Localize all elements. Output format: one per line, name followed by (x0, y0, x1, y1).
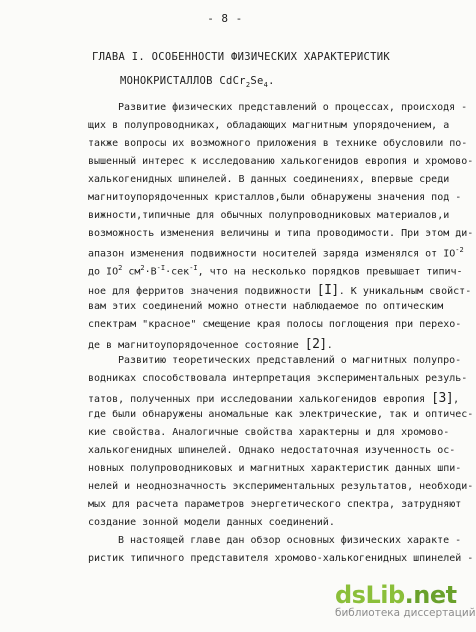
body-line: создание зонной модели данных соединений. (88, 517, 335, 528)
body-text: апазон изменения подвижности носителей заряда изменялся от IO (88, 248, 456, 260)
body-line: щих в полупроводниках, обладающих магнитным упорядочением, а (88, 120, 450, 131)
body-text: татов, полученных при исследовании халькогенидов европия (88, 394, 432, 405)
body-line (88, 246, 464, 259)
body-text: , (453, 394, 460, 405)
body-line: ристик типичного представителя хромово-халькогенидных шпинелей - (88, 553, 474, 564)
body-line: кие свойства. Аналогичные свойства характерны и для хромово- (88, 427, 450, 438)
chapter-title-line-1: ГЛАВА I. ОСОБЕННОСТИ ФИЗИЧЕСКИХ ХАРАКТЕРИСТИК (92, 51, 390, 63)
body-line: нелей и неоднозначность экспериментальных результатов, необходи- (88, 481, 474, 492)
body-text: де в магнитоупорядоченное состояние (88, 340, 305, 351)
body-line (88, 337, 333, 352)
body-line: мых для расчета параметров энергетического спектра, затрудняют (88, 499, 462, 510)
body-text: см (122, 266, 141, 278)
body-line: где были обнаружены аномальные как электрические, так и оптичес- (88, 409, 474, 420)
body-line: также вопросы их возможного приложения в технике обусловили по- (88, 138, 468, 149)
body-line: вижности,типичные для обычных полупроводниковых материалов,и (88, 210, 450, 221)
body-line: новных полупроводниковых и магнитных характеристик данных шпи- (88, 463, 462, 474)
citation-ref: [I] (316, 283, 339, 298)
body-line: вам этих соединений можно отнести наблюдаемое по оптическим (88, 301, 444, 312)
body-line: Развитию теоретических представлений о магнитных полупро- (118, 355, 462, 366)
dslib-watermark (335, 581, 476, 620)
exponent: -I (156, 264, 166, 272)
body-line: халькогенидных шпинелей. Однако недостаточная изученность ос- (88, 445, 456, 456)
exponent: 2 (140, 264, 145, 272)
page-number: - 8 - (207, 12, 243, 25)
body-line (88, 264, 463, 277)
chapter-title-line-2 (120, 75, 460, 89)
body-text: , что на несколько порядков превышает типич- (197, 266, 463, 278)
formula-subscript: 4 (263, 81, 269, 90)
body-text: . (326, 340, 333, 351)
exponent: -I (189, 264, 198, 272)
formula-element: Se (250, 75, 264, 87)
body-line: В настоящей главе дан обзор основных физических характе - (118, 535, 462, 546)
body-line: вышенный интерес к исследованию халькогенидов европия и хромово- (88, 156, 474, 167)
chapter-title-text: МОНОКРИСТАЛЛОВ CdCr (120, 75, 246, 87)
body-line: магнитоупорядоченных кристаллов,были обнаружены значения под - (88, 192, 462, 203)
dslib-subtitle: библиотека диссертаций (335, 607, 476, 619)
body-line: халькогенидных шпинелей. В данных соединениях, впервые среди (88, 174, 450, 185)
body-line (88, 391, 459, 406)
body-text: ·В (144, 266, 157, 278)
body-line: водниках способствовала интерпретация экспериментальных резуль- (88, 373, 468, 384)
citation-ref: [3] (431, 391, 454, 406)
body-text: . К уникальным свойст- (338, 286, 472, 297)
body-text: ·сек (165, 266, 190, 278)
body-text: ное для ферритов значения подвижности (88, 286, 317, 297)
exponent: -2 (455, 246, 464, 254)
title-punctuation: . (268, 75, 275, 87)
exponent: 2 (118, 264, 123, 272)
dslib-logo: dsLib.net (335, 581, 457, 609)
body-line: возможность изменения величины и типа проводимости. При этом ди- (88, 228, 474, 239)
body-text: до IO (88, 266, 119, 278)
body-line: спектрам "красное" смещение края полосы поглощения при перехо- (88, 319, 462, 330)
citation-ref: [2] (304, 337, 327, 352)
body-line: Развитие физических представлений о процессах, происходя - (118, 102, 468, 113)
body-line (88, 283, 471, 298)
formula-subscript: 2 (245, 81, 251, 90)
